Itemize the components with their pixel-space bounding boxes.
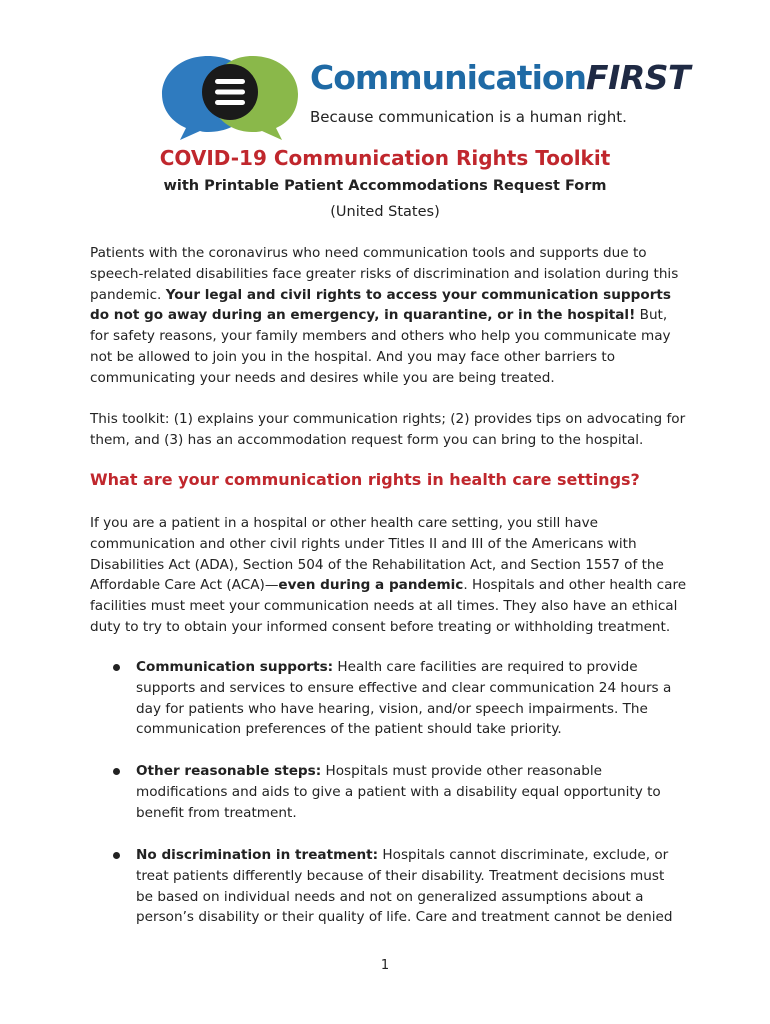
intro-text-2: But, for safety reasons, your family members and others who help you communicate may not be allowed to join you in the hospital. And you may face other barriers to communicating your needs and desires while you are being treated. — [90, 307, 671, 386]
bullet-text: Hospitals cannot discriminate, exclude, or treat patients differently because of their disability. Treatment decisions must be based on individual needs and not on generalized assumptions about a person’s disability or their quality of life. Care and treatment cannot be denied — [136, 847, 673, 926]
list-item — [136, 845, 684, 928]
document-subtitle: with Printable Patient Accommodations Request Form — [163, 178, 607, 194]
brand-accent: FIRST — [586, 58, 691, 97]
brand-main: Communication — [310, 58, 587, 97]
rights-text-2: . Hospitals and other health care facilities must meet your communication needs at all times. They also have an ethical duty to try to obtain your informed consent before treating or withholding treatment. — [90, 577, 687, 635]
bullet-icon — [113, 852, 120, 859]
brand-name — [310, 58, 690, 97]
bullet-icon — [113, 664, 120, 671]
document-region: (United States) — [330, 204, 440, 220]
bullet-icon — [113, 768, 120, 775]
bullet-text: Health care facilities are required to provide supports and services to ensure effective and clear communication 24 hours a day for patients who have hearing, vision, and/or speech impairments. The communication preferences of the patient should take priority. — [136, 659, 672, 738]
section-heading: What are your communication rights in health care settings? — [90, 470, 640, 489]
bullet-text: Hospitals must provide other reasonable modifications and aids to give a patient with a disability equal opportunity to benefit from treatment. — [136, 763, 661, 821]
speech-bubbles-icon — [160, 48, 310, 144]
intro-bold-text: Your legal and civil rights to access your communication supports do not go away during an emergency, in quarantine, or in the hospital! — [90, 286, 672, 324]
page-number: 1 — [380, 958, 390, 973]
communication-first-logo — [160, 48, 691, 144]
bullet-term: No discrimination in treatment: — [136, 847, 379, 863]
toolkit-paragraph: This toolkit: (1) explains your communication rights; (2) provides tips on advocating for them, and (3) has an accommodation request form you can bring to the hospital. — [90, 411, 686, 448]
brand-tagline: Because communication is a human right. — [310, 108, 627, 126]
intro-text-1: Patients with the coronavirus who need communication tools and supports due to speech-related disabilities face greater risks of discrimination and isolation during this pandemic. — [90, 245, 679, 303]
bullet-term: Communication supports: — [136, 659, 334, 675]
list-item — [136, 761, 684, 823]
list-item — [136, 657, 684, 740]
bullet-term: Other reasonable steps: — [136, 763, 322, 779]
rights-text-1: If you are a patient in a hospital or other health care setting, you still have communication and other civil rights under Titles II and III of the Americans with Disabilities Act (ADA), Section 504 of the Rehabilitation Act, and Section 1557 of the Affordable Care Act (ACA)— — [90, 515, 664, 594]
intro-paragraph — [90, 243, 690, 389]
rights-bold-text: even during a pandemic — [278, 577, 464, 594]
document-title: COVID-19 Communication Rights Toolkit — [159, 146, 611, 170]
rights-paragraph — [90, 513, 690, 638]
